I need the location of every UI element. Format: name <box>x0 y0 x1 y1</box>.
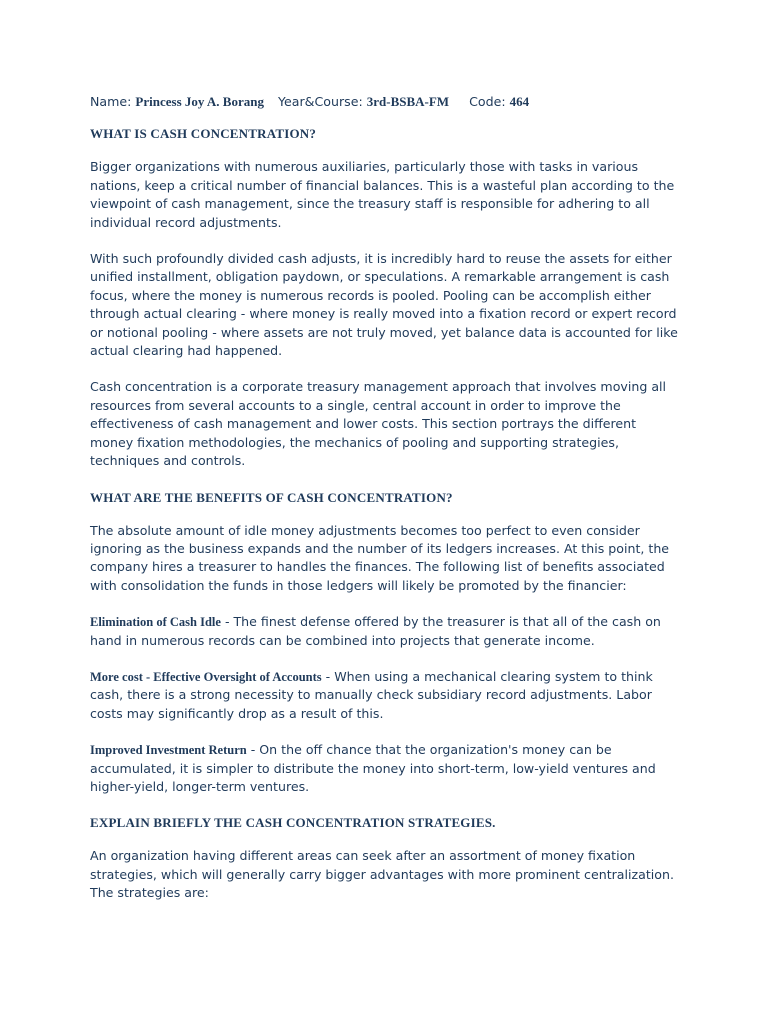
paragraph: The absolute amount of idle money adjustments becomes too perfect to even consider ignoring as the business expands and the number of its ledgers increases. At this point, the company hires a treasurer to handles the finances. The following list of benefits associated with consolidation the funds in those ledgers will likely be promoted by the financier: <box>90 522 670 593</box>
section-heading-strategies: EXPLAIN BRIEFLY THE CASH CONCENTRATION STRATEGIES. <box>90 815 496 831</box>
name-value: Princess Joy A. Borang <box>135 94 264 109</box>
benefit-text: - The finest defense offered by the treasurer is that all of the cash on hand in numerous records can be combined into projects that generate income. <box>90 614 661 648</box>
course-value: 3rd-BSBA-FM <box>366 94 450 109</box>
section-heading-what-is: WHAT IS CASH CONCENTRATION? <box>90 126 317 142</box>
benefit-term: Elimination of Cash Idle <box>90 615 221 630</box>
benefit-item <box>90 613 680 650</box>
name-label: Name: <box>90 94 132 109</box>
benefit-item <box>90 668 680 723</box>
section-heading-benefits: WHAT ARE THE BENEFITS OF CASH CONCENTRATION? <box>90 489 453 505</box>
paragraph: Bigger organizations with numerous auxiliaries, particularly those with tasks in various nations, keep a critical number of financial balances. This is a wasteful plan according to the viewpoint of cash management, since the treasury staff is responsible for adhering to all individual record adjustments. <box>90 159 675 230</box>
benefit-item <box>90 741 680 796</box>
benefit-text: - On the off chance that the organization's money can be accumulated, it is simpler to distribute the money into short-term, low-yield ventures and higher-yield, longer-term ventures. <box>90 742 656 794</box>
benefit-term: Improved Investment Return <box>90 743 247 758</box>
code-label: Code: <box>469 94 506 109</box>
document-body <box>90 93 680 921</box>
course-label: Year&Course: <box>278 94 363 109</box>
code-value: 464 <box>509 94 530 109</box>
paragraph: With such profoundly divided cash adjusts, it is incredibly hard to reuse the assets for either unified installment, obligation paydown, or speculations. A remarkable arrangement is cash focus, where the money is numerous records is pooled. Pooling can be accomplish either through actual clearing - where money is really moved into a fixation record or expert record or notional pooling - where assets are not truly moved, yet balance data is accounted for like actual clearing had happened. <box>90 251 678 359</box>
paragraph: An organization having different areas can seek after an assortment of money fixation strategies, which will generally carry bigger advantages with more prominent centralization. The strategies are: <box>90 848 674 901</box>
student-info-line <box>90 93 680 111</box>
benefit-text: - When using a mechanical clearing system to think cash, there is a strong necessity to manually check subsidiary record adjustments. Labor costs may significantly drop as a result of this. <box>90 668 653 721</box>
paragraph: Cash concentration is a corporate treasury management approach that involves moving all resources from several accounts to a single, central account in order to improve the effectiveness of cash management and lower costs. This section portrays the different money fixation methodologies, the mechanics of pooling and supporting strategies, techniques and controls. <box>90 379 667 469</box>
benefit-term: More cost - Effective Oversight of Accounts <box>90 669 322 684</box>
